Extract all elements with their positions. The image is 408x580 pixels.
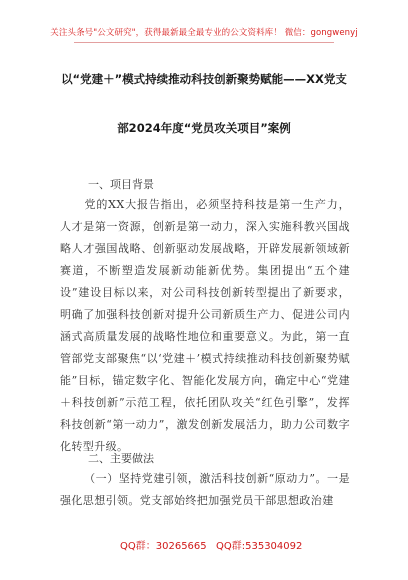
paragraph-text: （一）坚持党建引领，激活科技创新“原动力”。一是强化思想引领。党支部始终把加强党员干部思想政治建 <box>60 472 350 507</box>
document-title-line-2: 部2024年度“党员攻关项目”案例 <box>117 121 291 135</box>
qq-group-2: QQ群:535304092 <box>216 541 303 552</box>
document-title-line-1: 以“党建＋”模式持续推动科技创新聚势赋能——XX党支 <box>61 72 347 86</box>
section-paragraph-approach <box>60 468 350 512</box>
header-banner: 关注头条号"公文研究"，获得最新最全最专业的公文资料库！ 微信：gongwenyj <box>50 28 358 38</box>
section-paragraph-background <box>60 194 350 458</box>
section-heading-background: 一、项目背景 <box>88 178 154 191</box>
section-heading-approach: 二、主要做法 <box>88 452 154 465</box>
header-divider <box>74 42 334 43</box>
paragraph-text: 党的XX大报告指出，必须坚持科技是第一生产力，人才是第一资源，创新是第一动力，深入实施科教兴国战略人才强国战略、创新驱动发展战略，开辟发展新领域新赛道，不断塑造发展新动能新优势。集团提出“五个建设”建设目标以来，对公司科技创新转型提出了新要求，明确了加强科技创新对提升公司新质生产力、促进公司内涵式高质量发展的战略性地位和重要意义。为此，第一直管部党支部聚焦“以‘党建＋’模式持续推动科技创新聚势赋能”目标，锚定数字化、智能化发展方向，确定中心“党建＋科技创新”示范工程，依托团队攻关“红色引擎”，发挥科技创新“第一动力”，激发创新发展活力，助力公司数字化转型升级。 <box>60 198 350 453</box>
qq-group-1: QQ群：30265665 <box>120 541 207 552</box>
